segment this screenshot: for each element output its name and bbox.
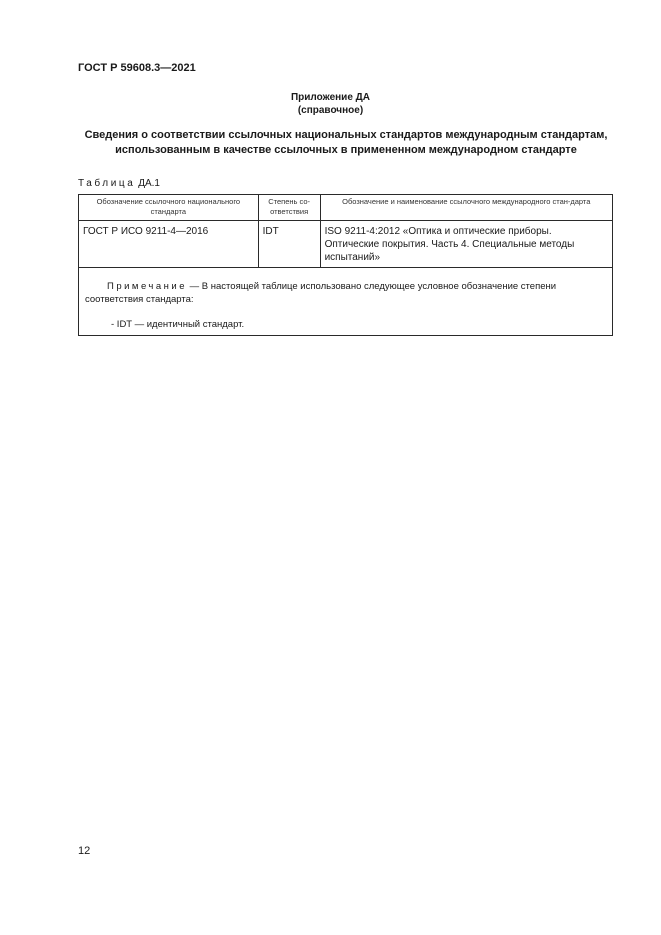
table-row <box>79 221 613 268</box>
table-caption <box>78 178 160 189</box>
note-text: — В настоящей таблице использовано следующее условное обозначение степени соответствия стандарта: <box>85 281 557 305</box>
heading-line-1: Сведения о соответствии ссылочных национальных стандартов международным стандартам, <box>84 129 608 141</box>
cell-degree: IDT <box>258 221 320 268</box>
table-caption-number: ДА.1 <box>138 178 160 189</box>
heading-line-2: использованным в качестве ссылочных в примененном международном стандарте <box>115 144 577 156</box>
cell-national-standard: ГОСТ Р ИСО 9211-4—2016 <box>79 221 259 268</box>
note-label: Примечание <box>107 281 187 292</box>
table-note-row <box>79 268 613 336</box>
column-header-national-standard: Обозначение ссылочного национального стандарта <box>79 195 259 221</box>
appendix-subtitle: (справочное) <box>297 105 364 116</box>
column-header-degree: Степень со-ответствия <box>258 195 320 221</box>
note-list-item: - IDT — идентичный стандарт. <box>111 319 245 330</box>
table-note <box>79 268 613 336</box>
table-header-row <box>79 195 613 221</box>
appendix-title: Приложение ДА <box>290 92 371 103</box>
section-heading <box>80 128 612 158</box>
cell-international-standard: ISO 9211-4:2012 «Оптика и оптические приборы. Оптические покрытия. Часть 4. Специальные методы испытаний» <box>320 221 612 268</box>
column-header-international-standard: Обозначение и наименование ссылочного международного стан-дарта <box>320 195 612 221</box>
page-number: 12 <box>78 845 91 857</box>
document-number: ГОСТ Р 59608.3—2021 <box>78 62 196 74</box>
appendix-block <box>0 91 661 117</box>
reference-table <box>78 194 613 336</box>
table-caption-label: Таблица <box>78 178 136 189</box>
